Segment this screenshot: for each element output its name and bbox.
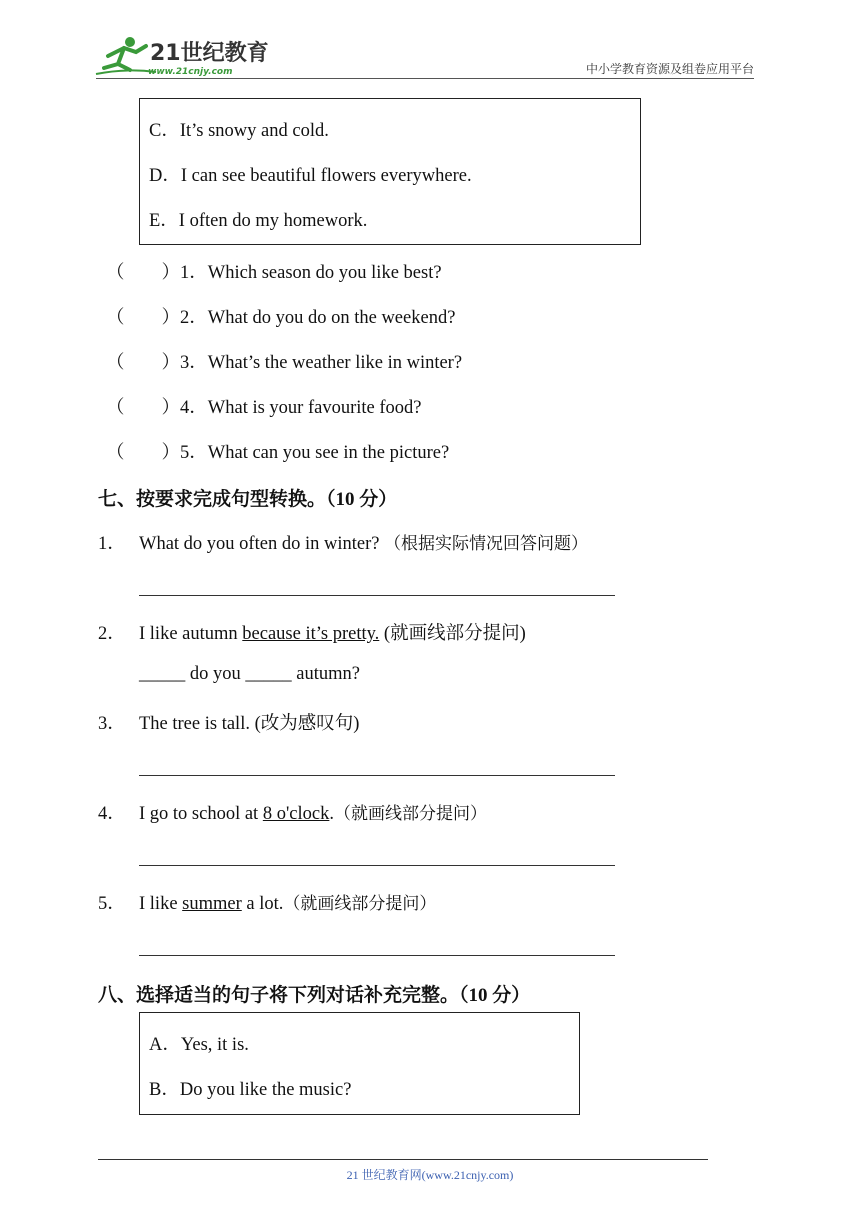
answer-blank[interactable]: （ ） — [106, 398, 181, 418]
site-logo — [96, 34, 269, 78]
option-a: A．Yes, it is. — [149, 1035, 249, 1055]
section-7-heading: 七、按要求完成句型转换。（10 分） — [98, 488, 398, 510]
item-number: 4． — [98, 804, 126, 824]
option-c: C．It’s snowy and cold. — [149, 121, 329, 141]
answer-line[interactable] — [139, 595, 615, 596]
answer-blank[interactable]: （ ） — [106, 353, 181, 373]
option-d: D．I can see beautiful flowers everywhere. — [149, 166, 472, 186]
header-divider — [96, 78, 754, 79]
logo-url: www.21cnjy.com — [148, 67, 233, 77]
answer-blank[interactable]: （ ） — [106, 263, 181, 283]
answer-line[interactable] — [139, 775, 615, 776]
option-e: E．I often do my homework. — [149, 211, 368, 231]
runner-icon — [96, 37, 156, 74]
matching-item: （ ）4．What is your favourite food? — [106, 398, 422, 418]
matching-item: （ ）1．Which season do you like best? — [106, 263, 442, 283]
item-number: 5． — [98, 894, 126, 914]
header-platform-text: 中小学教育资源及组卷应用平台 — [585, 62, 754, 76]
section-7-item-4: I go to school at 8 o'clock.（就画线部分提问） — [139, 804, 487, 824]
section-7-item-3: The tree is tall. (改为感叹句) — [139, 714, 360, 734]
answer-blank[interactable]: （ ） — [106, 443, 181, 463]
section-7-item-5: I like summer a lot.（就画线部分提问） — [139, 894, 437, 914]
matching-item: （ ）5．What can you see in the picture? — [106, 443, 450, 463]
item-number: 3． — [98, 714, 126, 734]
section-8-heading: 八、选择适当的句子将下列对话补充完整。（10 分） — [98, 984, 531, 1006]
item-2-fill-blank[interactable]: _____ do you _____ autumn? — [139, 664, 360, 684]
item-number: 1． — [98, 534, 126, 554]
answer-line[interactable] — [139, 955, 615, 956]
answer-blank[interactable]: （ ） — [106, 308, 181, 328]
item-number: 2． — [98, 624, 126, 644]
footer-divider — [98, 1159, 708, 1160]
option-b: B．Do you like the music? — [149, 1080, 352, 1100]
section-7-item-2: I like autumn because it’s pretty. (就画线部分提问) — [139, 624, 526, 644]
section-7-item-1: What do you often do in winter? （根据实际情况回答问题） — [139, 534, 589, 554]
matching-item: （ ）3．What’s the weather like in winter? — [106, 353, 463, 373]
answer-line[interactable] — [139, 865, 615, 866]
footer-text: 21 世纪教育网(www.21cnjy.com) — [346, 1168, 514, 1182]
logo-text: 21世纪教育 — [150, 41, 269, 66]
matching-item: （ ）2．What do you do on the weekend? — [106, 308, 456, 328]
